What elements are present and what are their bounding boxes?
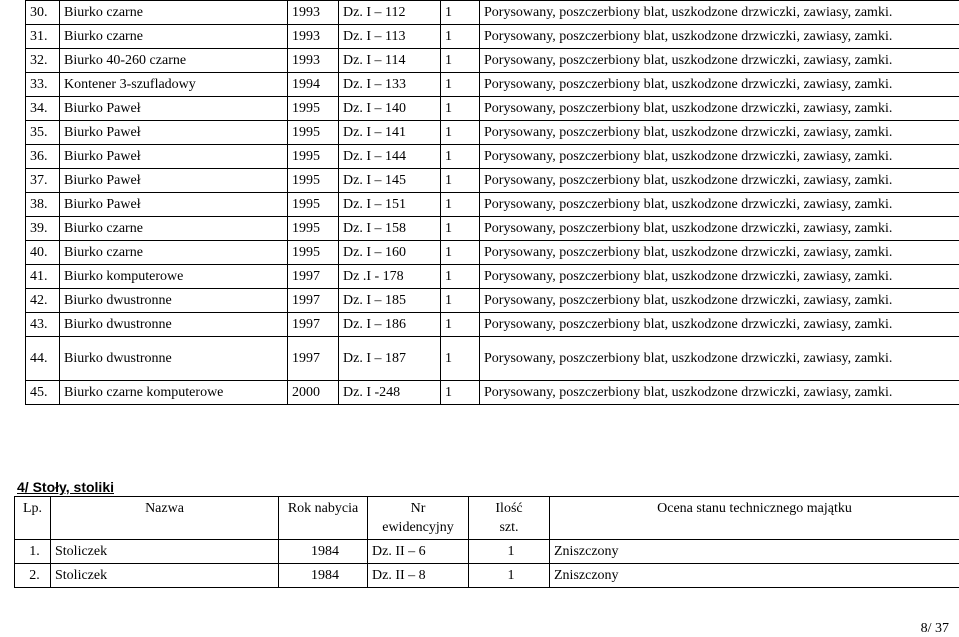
- header-rok: Rok nabycia: [279, 497, 368, 540]
- cell-stan: Porysowany, poszczerbiony blat, uszkodzone drzwiczki, zawiasy, zamki.: [480, 1, 959, 25]
- cell-stan: Porysowany, poszczerbiony blat, uszkodzone drzwiczki, zawiasy, zamki.: [480, 381, 959, 405]
- cell-lp: 2.: [15, 564, 51, 588]
- table-row: [26, 25, 959, 49]
- table-row: [26, 1, 959, 25]
- table-row: [26, 193, 959, 217]
- cell-lp: 38.: [26, 193, 60, 217]
- cell-stan: Porysowany, poszczerbiony blat, uszkodzone drzwiczki, zawiasy, zamki.: [480, 337, 959, 381]
- cell-nazwa: Biurko Paweł: [60, 121, 288, 145]
- cell-nazwa: Biurko czarne: [60, 25, 288, 49]
- table-row: [26, 381, 959, 405]
- cell-nazwa: Biurko komputerowe: [60, 265, 288, 289]
- table-row: [26, 241, 959, 265]
- cell-stan: Porysowany, poszczerbiony blat, uszkodzone drzwiczki, zawiasy, zamki.: [480, 241, 959, 265]
- cell-stan: Porysowany, poszczerbiony blat, uszkodzone drzwiczki, zawiasy, zamki.: [480, 49, 959, 73]
- cell-nazwa: Biurko Paweł: [60, 193, 288, 217]
- cell-nr: Dz. I – 151: [339, 193, 441, 217]
- cell-nazwa: Biurko Paweł: [60, 145, 288, 169]
- cell-nr: Dz .I - 178: [339, 265, 441, 289]
- cell-ilosc: 1: [441, 193, 480, 217]
- cell-stan: Porysowany, poszczerbiony blat, uszkodzone drzwiczki, zawiasy, zamki.: [480, 193, 959, 217]
- cell-nazwa: Kontener 3-szufladowy: [60, 73, 288, 97]
- cell-rok: 1995: [288, 97, 339, 121]
- header-lp: Lp.: [15, 497, 51, 540]
- cell-ilosc: 1: [441, 289, 480, 313]
- cell-ilosc: 1: [441, 337, 480, 381]
- cell-lp: 35.: [26, 121, 60, 145]
- cell-rok: 1997: [288, 289, 339, 313]
- cell-ilosc: 1: [469, 540, 550, 564]
- cell-nazwa: Biurko czarne: [60, 1, 288, 25]
- cell-rok: 1995: [288, 193, 339, 217]
- cell-lp: 45.: [26, 381, 60, 405]
- cell-ilosc: 1: [441, 217, 480, 241]
- cell-nr: Dz. II – 8: [368, 564, 469, 588]
- cell-lp: 43.: [26, 313, 60, 337]
- cell-lp: 31.: [26, 25, 60, 49]
- cell-nr: Dz. I – 185: [339, 289, 441, 313]
- cell-lp: 39.: [26, 217, 60, 241]
- header-nazwa: Nazwa: [51, 497, 279, 540]
- cell-lp: 36.: [26, 145, 60, 169]
- cell-nr: Dz. II – 6: [368, 540, 469, 564]
- cell-rok: 1993: [288, 1, 339, 25]
- cell-rok: 1984: [279, 564, 368, 588]
- cell-nr: Dz. I – 158: [339, 217, 441, 241]
- table-header-row: [15, 497, 959, 540]
- cell-rok: 1995: [288, 241, 339, 265]
- cell-nr: Dz. I – 140: [339, 97, 441, 121]
- cell-nr: Dz. I – 160: [339, 241, 441, 265]
- cell-lp: 40.: [26, 241, 60, 265]
- table-row: [26, 121, 959, 145]
- cell-nr: Dz. I – 187: [339, 337, 441, 381]
- cell-lp: 44.: [26, 337, 60, 381]
- cell-nazwa: Biurko czarne komputerowe: [60, 381, 288, 405]
- cell-lp: 42.: [26, 289, 60, 313]
- table-row: [26, 289, 959, 313]
- cell-lp: 32.: [26, 49, 60, 73]
- cell-stan: Porysowany, poszczerbiony blat, uszkodzone drzwiczki, zawiasy, zamki.: [480, 289, 959, 313]
- table-row: [26, 313, 959, 337]
- cell-rok: 2000: [288, 381, 339, 405]
- cell-lp: 34.: [26, 97, 60, 121]
- cell-ilosc: 1: [441, 25, 480, 49]
- table-row: [26, 73, 959, 97]
- cell-stan: Porysowany, poszczerbiony blat, uszkodzone drzwiczki, zawiasy, zamki.: [480, 313, 959, 337]
- header-stan: Ocena stanu technicznego majątku: [550, 497, 959, 540]
- cell-rok: 1984: [279, 540, 368, 564]
- cell-stan: Porysowany, poszczerbiony blat, uszkodzone drzwiczki, zawiasy, zamki.: [480, 145, 959, 169]
- cell-lp: 33.: [26, 73, 60, 97]
- cell-rok: 1997: [288, 265, 339, 289]
- cell-nazwa: Stoliczek: [51, 540, 279, 564]
- cell-nr: Dz. I – 113: [339, 25, 441, 49]
- cell-stan: Zniszczony: [550, 540, 959, 564]
- table-row: [26, 217, 959, 241]
- cell-rok: 1995: [288, 145, 339, 169]
- cell-stan: Porysowany, poszczerbiony blat, uszkodzone drzwiczki, zawiasy, zamki.: [480, 217, 959, 241]
- cell-ilosc: 1: [441, 313, 480, 337]
- cell-nazwa: Biurko 40-260 czarne: [60, 49, 288, 73]
- table-row: [15, 540, 959, 564]
- cell-ilosc: 1: [441, 265, 480, 289]
- cell-lp: 37.: [26, 169, 60, 193]
- cell-rok: 1997: [288, 313, 339, 337]
- cell-nr: Dz. I – 133: [339, 73, 441, 97]
- table-row: [26, 337, 959, 381]
- cell-stan: Porysowany, poszczerbiony blat, uszkodzone drzwiczki, zawiasy, zamki.: [480, 121, 959, 145]
- cell-nr: Dz. I – 186: [339, 313, 441, 337]
- inventory-table-tables: [14, 496, 959, 588]
- cell-lp: 1.: [15, 540, 51, 564]
- cell-ilosc: 1: [441, 121, 480, 145]
- cell-ilosc: 1: [441, 97, 480, 121]
- cell-nazwa: Biurko dwustronne: [60, 313, 288, 337]
- cell-rok: 1995: [288, 217, 339, 241]
- section-title: 4/ Stoły, stoliki: [17, 479, 114, 495]
- cell-rok: 1995: [288, 169, 339, 193]
- cell-ilosc: 1: [441, 169, 480, 193]
- cell-ilosc: 1: [441, 1, 480, 25]
- table-row: [26, 145, 959, 169]
- page-number: 8/ 37: [920, 621, 949, 636]
- cell-nr: Dz. I -248: [339, 381, 441, 405]
- table-row: [15, 564, 959, 588]
- header-nr: Nr ewidencyjny: [368, 497, 469, 540]
- cell-nr: Dz. I – 144: [339, 145, 441, 169]
- table-row: [26, 97, 959, 121]
- cell-nazwa: Biurko Paweł: [60, 169, 288, 193]
- cell-nr: Dz. I – 145: [339, 169, 441, 193]
- cell-stan: Porysowany, poszczerbiony blat, uszkodzone drzwiczki, zawiasy, zamki.: [480, 73, 959, 97]
- cell-rok: 1997: [288, 337, 339, 381]
- cell-rok: 1993: [288, 25, 339, 49]
- cell-ilosc: 1: [469, 564, 550, 588]
- cell-stan: Porysowany, poszczerbiony blat, uszkodzone drzwiczki, zawiasy, zamki.: [480, 25, 959, 49]
- table-row: [26, 49, 959, 73]
- cell-nazwa: Biurko dwustronne: [60, 337, 288, 381]
- cell-lp: 30.: [26, 1, 60, 25]
- cell-ilosc: 1: [441, 381, 480, 405]
- cell-nr: Dz. I – 114: [339, 49, 441, 73]
- cell-nazwa: Biurko Paweł: [60, 97, 288, 121]
- cell-nr: Dz. I – 112: [339, 1, 441, 25]
- cell-nazwa: Biurko czarne: [60, 217, 288, 241]
- cell-rok: 1994: [288, 73, 339, 97]
- header-ilosc: Ilość szt.: [469, 497, 550, 540]
- cell-rok: 1995: [288, 121, 339, 145]
- cell-rok: 1993: [288, 49, 339, 73]
- cell-nazwa: Biurko czarne: [60, 241, 288, 265]
- cell-nazwa: Biurko dwustronne: [60, 289, 288, 313]
- inventory-table-desks: [25, 0, 959, 405]
- cell-stan: Porysowany, poszczerbiony blat, uszkodzone drzwiczki, zawiasy, zamki.: [480, 265, 959, 289]
- cell-stan: Zniszczony: [550, 564, 959, 588]
- table-row: [26, 169, 959, 193]
- table-row: [26, 265, 959, 289]
- cell-lp: 41.: [26, 265, 60, 289]
- cell-stan: Porysowany, poszczerbiony blat, uszkodzone drzwiczki, zawiasy, zamki.: [480, 97, 959, 121]
- cell-ilosc: 1: [441, 49, 480, 73]
- cell-ilosc: 1: [441, 145, 480, 169]
- cell-stan: Porysowany, poszczerbiony blat, uszkodzone drzwiczki, zawiasy, zamki.: [480, 169, 959, 193]
- cell-nr: Dz. I – 141: [339, 121, 441, 145]
- cell-nazwa: Stoliczek: [51, 564, 279, 588]
- cell-ilosc: 1: [441, 241, 480, 265]
- cell-ilosc: 1: [441, 73, 480, 97]
